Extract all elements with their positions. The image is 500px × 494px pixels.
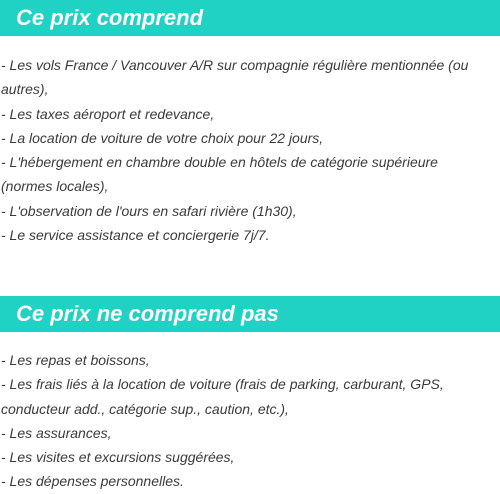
list-item: - Les vols France / Vancouver A/R sur compagnie régulière mentionnée (ou autres), — [1, 57, 469, 98]
list-item: - L'hébergement en chambre double en hôtels de catégorie supérieure (normes locales), — [1, 154, 438, 195]
list-item: - Les dépenses personnelles. — [1, 473, 184, 490]
list-item: - Les visites et excursions suggérées, — [1, 449, 235, 466]
list-item: - Les repas et boissons, — [1, 352, 150, 368]
list-item: - Les assurances, — [1, 424, 112, 441]
list-item: - L'observation de l'ours en safari rivière (1h30), — [1, 202, 297, 219]
included-list — [0, 53, 500, 247]
excluded-section — [0, 296, 500, 494]
included-heading: Ce prix comprend — [0, 0, 500, 36]
list-item: - Le service assistance et conciergerie 7j/7. — [1, 227, 270, 244]
list-item: - Les taxes aéroport et redevance, — [1, 105, 215, 122]
list-item: - La location de voiture de votre choix pour 22 jours, — [1, 129, 324, 146]
excluded-list — [0, 348, 500, 494]
excluded-heading: Ce prix ne comprend pas — [0, 296, 500, 332]
list-item: - Les frais liés à la location de voiture (frais de parking, carburant, GPS, conducteur add., catégorie sup., caution, etc.), — [1, 376, 444, 417]
